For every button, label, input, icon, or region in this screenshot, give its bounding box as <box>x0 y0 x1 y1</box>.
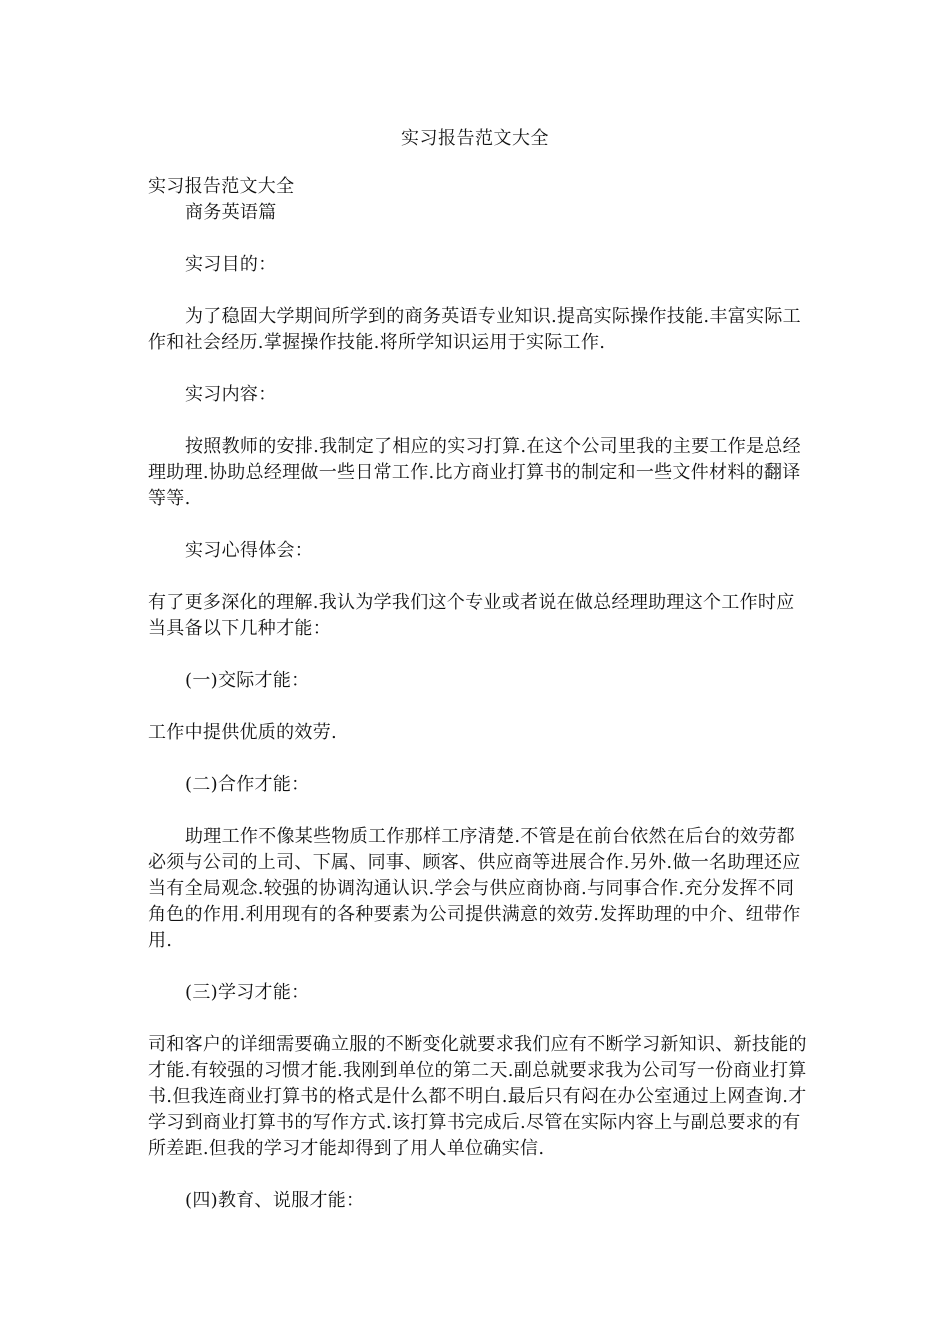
skill3-heading: (三)学习才能： <box>185 982 310 1003</box>
content-heading: 实习内容： <box>185 384 277 405</box>
document-body <box>148 174 808 1214</box>
purpose-heading: 实习目的： <box>185 254 277 275</box>
experience-paragraph: 有了更多深化的理解.我认为学我们这个专业或者说在做总经理助理这个工作时应当具备以下几种才能： <box>148 592 795 639</box>
skill1-heading: (一)交际才能： <box>185 670 310 691</box>
purpose-paragraph: 为了稳固大学期间所学到的商务英语专业知识.提高实际操作技能.丰富实际工作和社会经历.掌握操作技能.将所学知识运用于实际工作. <box>148 306 801 353</box>
subtitle: 实习报告范文大全 <box>148 176 295 197</box>
section-heading: 商务英语篇 <box>185 202 277 223</box>
skill3-paragraph: 司和客户的详细需要确立服的不断变化就要求我们应有不断学习新知识、新技能的才能.有较强的习惯才能.我刚到单位的第二天.副总就要求我为公司写一份商业打算书.但我连商业打算书的格式是什么都不明白.最后只有闷在办公室通过上网查询.才学习到商业打算书的写作方式.该打算书完成后.尽管在实际内容上与副总要求的有所差距.但我的学习才能却得到了用人单位确实信. <box>148 1034 807 1159</box>
content-paragraph: 按照教师的安排.我制定了相应的实习打算.在这个公司里我的主要工作是总经理助理.协助总经理做一些日常工作.比方商业打算书的制定和一些文件材料的翻译等等. <box>148 436 801 509</box>
skill2-paragraph: 助理工作不像某些物质工作那样工序清楚.不管是在前台依然在后台的效劳都必须与公司的上司、下属、同事、顾客、供应商等进展合作.另外.做一名助理还应当有全局观念.较强的协调沟通认识.学会与供应商协商.与同事合作.充分发挥不同角色的作用.利用现有的各种要素为公司提供满意的效劳.发挥助理的中介、纽带作用. <box>148 826 801 951</box>
skill4-heading: (四)教育、说服才能： <box>185 1190 365 1211</box>
experience-heading: 实习心得体会： <box>185 540 314 561</box>
skill1-paragraph: 工作中提供优质的效劳. <box>148 722 338 743</box>
skill2-heading: (二)合作才能： <box>185 774 310 795</box>
document-title: 实习报告范文大全 <box>401 128 549 149</box>
